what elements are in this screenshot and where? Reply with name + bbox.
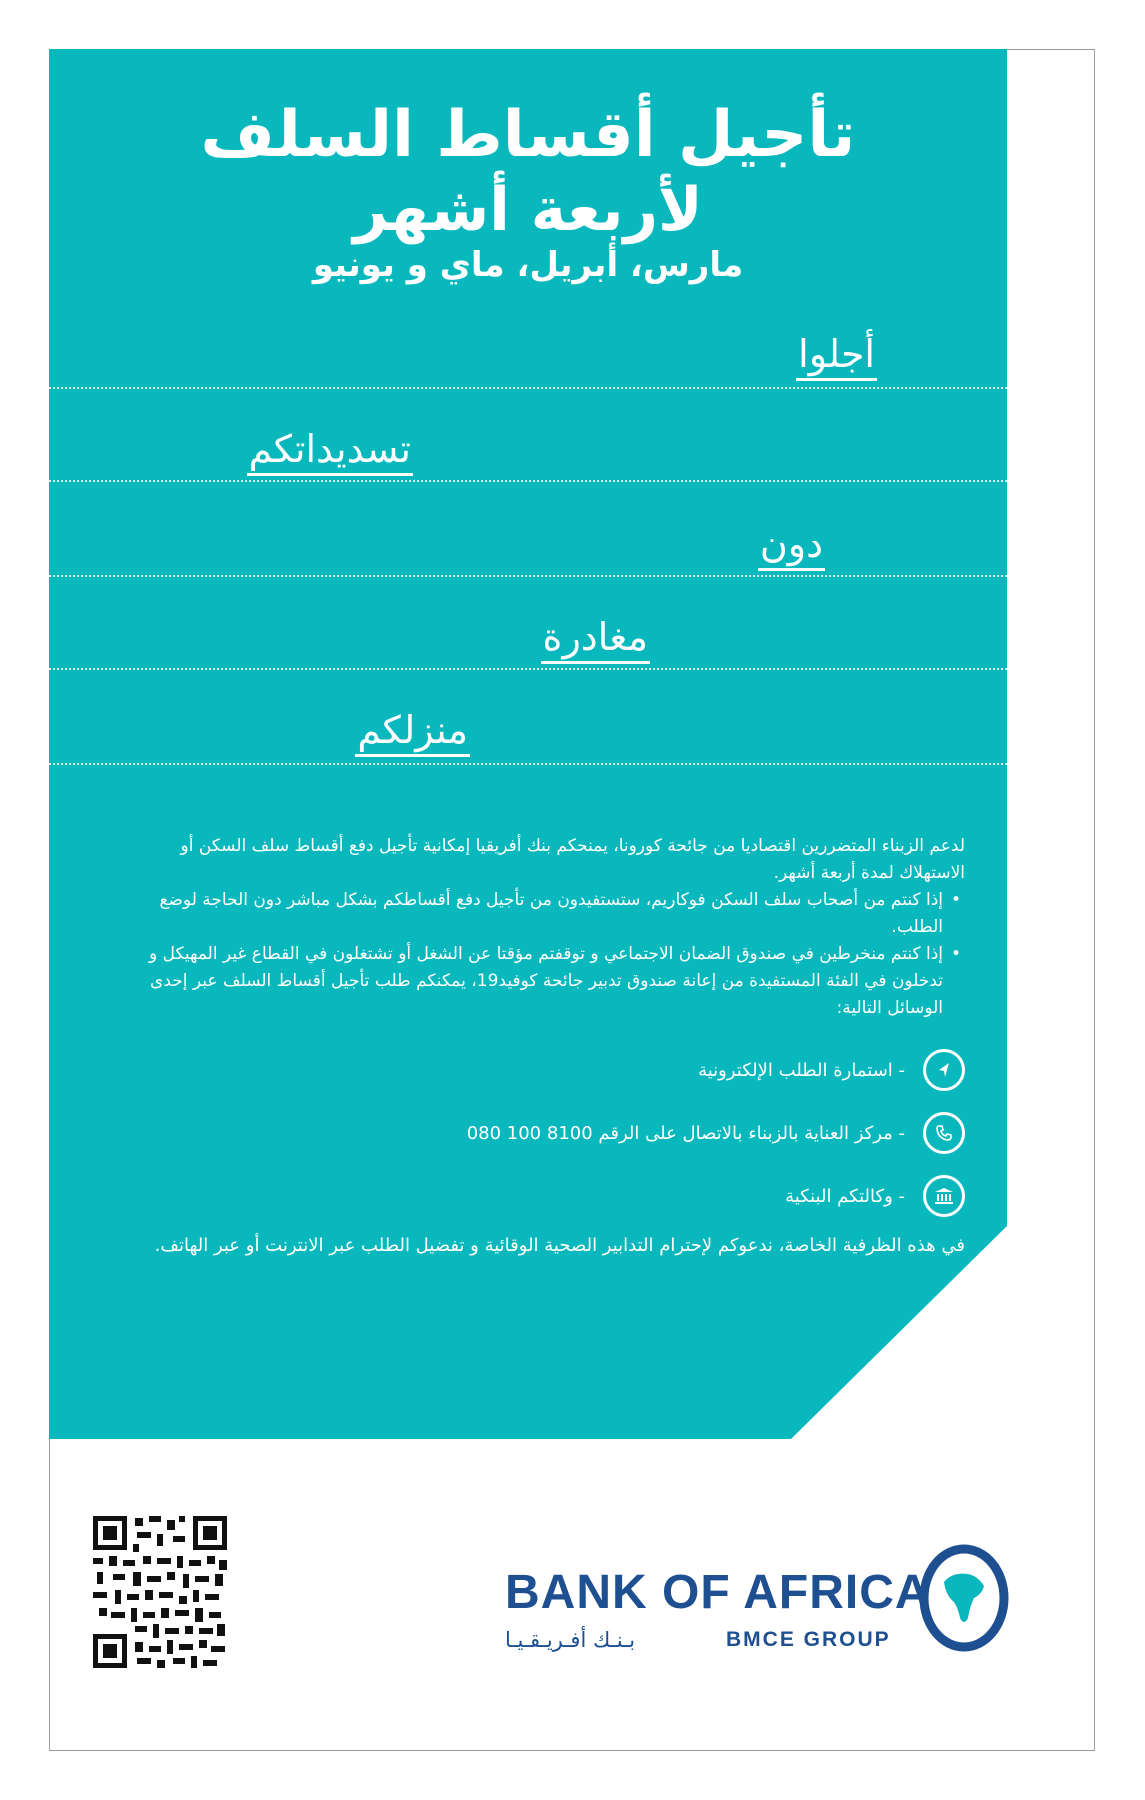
conditions-list <box>110 887 965 1022</box>
condition-item-2: • إذا كنتم منخرطين في صندوق الضمان الاجتماعي و توقفتم مؤقتا عن الشغل أو تشتغلون في القطاع غير المهيكل و تدخلون في الفئة المستفيدة من إعانة صندوق تدبير جائحة كوفيد19، يمكنكم طلب تأجيل أقساط السلف عبر إحدى الوسائل التالية: <box>110 941 943 1022</box>
dotted-line-5 <box>49 763 1007 765</box>
intro-paragraph: لدعم الزبناء المتضررين اقتصاديا من جائحة كورونا، يمنحكم بنك أفريقيا إمكانية تأجيل دفع أقساط سلف السكن أو الاستهلاك لمدة أربعة أشهر. <box>180 836 965 883</box>
headline-line2: لأربعة أشهر <box>353 175 703 245</box>
headline-line1: تأجيل أقساط السلف <box>200 98 856 172</box>
dotted-line-2 <box>49 480 1007 482</box>
channel-online-form[interactable] <box>698 1048 965 1092</box>
channel-call-center[interactable] <box>467 1111 965 1155</box>
brand-group: BMCE GROUP <box>726 1628 891 1651</box>
channel-branch-label: - وكالتكم البنكية <box>785 1185 905 1207</box>
word-doun: دون <box>758 522 825 571</box>
channel-online-label: - استمارة الطلب الإلكترونية <box>698 1059 905 1081</box>
footer-note: في هذه الظرفية الخاصة، ندعوكم لإحترام التدابير الصحية الوقائية و تفضيل الطلب عبر الانترنت أو عبر الهاتف. <box>154 1235 965 1256</box>
dotted-line-4 <box>49 668 1007 670</box>
qr-code[interactable] <box>93 1516 227 1668</box>
subtitle-months: مارس، أبريل، ماي و يونيو <box>312 245 744 285</box>
condition-item-1: • إذا كنتم من أصحاب سلف السكن فوكاريم، ستستفيدون من تأجيل دفع أقساطكم بشكل مباشر دون الحاجة لوضع الطلب. <box>110 887 943 941</box>
word-tasdidatikoum: تسديداتكم <box>247 427 413 476</box>
bank-icon <box>923 1175 965 1217</box>
dotted-line-3 <box>49 575 1007 577</box>
bank-logo-icon <box>918 1542 1010 1654</box>
phone-icon <box>923 1112 965 1154</box>
body-text <box>110 833 965 1022</box>
dotted-line-1 <box>49 387 1007 389</box>
brand-name: BANK OF AFRICA <box>505 1566 931 1619</box>
word-ajjilou: أجلوا <box>796 332 877 381</box>
word-moughadara: مغادرة <box>541 615 650 664</box>
channel-call-label: - مركز العناية بالزبناء بالاتصال على الرقم 8100 100 080 <box>466 1122 905 1144</box>
word-manzilikoum: منزلكم <box>355 708 470 757</box>
cursor-icon <box>923 1049 965 1091</box>
brand-arabic-name: بـنـك أفـريـقـيـا <box>505 1628 636 1652</box>
channel-branch[interactable] <box>785 1174 965 1218</box>
